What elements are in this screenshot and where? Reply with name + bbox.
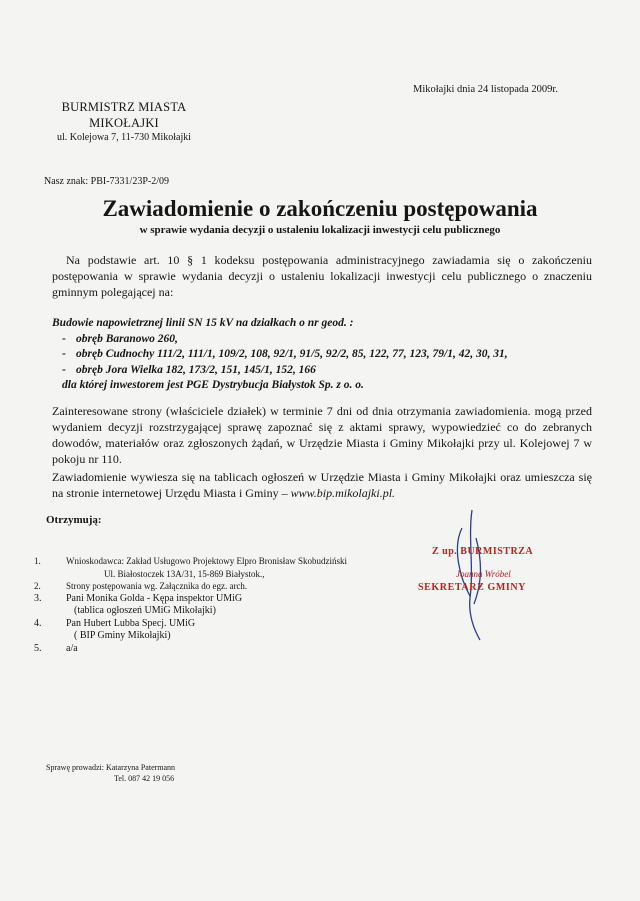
project-list xyxy=(52,316,612,394)
list-item xyxy=(52,332,612,348)
item-number: 4. xyxy=(34,617,42,629)
paragraph-1: Na podstawie art. 10 § 1 kodeksu postępowania administracyjnego zawiadamia się o zakończeniu postępowania w sprawie wydania decyzji o ustaleniu lokalizacji inwestycji celu publicznego o znaczeniu gminnym polegającej na: xyxy=(52,253,592,299)
list-item xyxy=(34,593,347,618)
item-number: 1. xyxy=(34,556,41,566)
website-link[interactable]: www.bip.mikolajki.pl. xyxy=(290,486,396,500)
item-text: Pan Hubert Lubba Specj. UMiG xyxy=(66,617,196,629)
sender-line-1: BURMISTRZ MIASTA xyxy=(61,100,187,114)
list-item xyxy=(34,555,347,580)
paragraph-3 xyxy=(52,469,592,501)
dash-bullet: - xyxy=(62,348,66,360)
list-item-text: obręb Baranowo 260, xyxy=(76,332,178,345)
list-item xyxy=(34,580,347,593)
recipients-heading: Otrzymują: xyxy=(46,514,102,526)
paragraph-2: Zainteresowane strony (właściciele działek) w terminie 7 dni od dnia otrzymania zawiadomienia. mogą przed wydaniem decyzji rozstrzygającej sprawę zapoznać się z aktami sprawy, wypowiedzieć co do zebranych dowodów, materiałów oraz zgłoszonych żądań, w Urzędzie Miasta i Gminy Mikołajki przy ul. Kolejowej 7 w pokoju nr 110. xyxy=(52,404,592,466)
item-number: 5. xyxy=(34,642,42,654)
item-text: Pani Monika Golda - Kępa inspektor UMiG xyxy=(66,592,243,604)
document-title: Zawiadomienie o zakończeniu postępowania xyxy=(102,196,538,221)
sender-block xyxy=(44,99,204,145)
item-text: a/a xyxy=(66,642,78,654)
list-item-text: obręb Cudnochy 111/2, 111/1, 109/2, 108, 92/1, 91/5, 92/2, 85, 122, 77, 123, 79/1, 42, 30, 31, xyxy=(76,348,508,360)
item-number: 3. xyxy=(34,592,42,604)
dash-bullet: - xyxy=(62,332,66,345)
stamp-name: Joanna Wróbel xyxy=(456,569,511,579)
recipients-list xyxy=(34,555,347,655)
dash-bullet: - xyxy=(62,363,66,376)
paragraph-3-text: Zawiadomienie wywiesza się na tablicach ogłoszeń w Urzędzie Miasta i Gminy Mikołajki oraz umieszcza się na stronie internetowej Urzędu Miasta i Gminy – xyxy=(52,470,592,500)
project-line: Budowie napowietrznej linii SN 15 kV na działkach o nr geod. : xyxy=(52,317,354,329)
item-subtext: ( BIP Gminy Mikołajki) xyxy=(74,630,171,641)
official-stamp xyxy=(418,538,548,608)
handled-by: Sprawę prowadzi: Katarzyna Patermann xyxy=(46,763,176,772)
stamp-line-1: Z up. BURMISTRZA xyxy=(432,546,534,557)
footer-block xyxy=(46,762,175,784)
sender-address: ul. Kolejowa 7, 11-730 Mikołajki xyxy=(56,132,192,143)
item-subtext: (tablica ogłoszeń UMiG Mikołajki) xyxy=(74,605,216,616)
list-item xyxy=(34,643,347,656)
stamp-line-2: SEKRETARZ GMINY xyxy=(418,582,526,593)
item-number: 2. xyxy=(34,581,41,591)
item-text: Strony postępowania wg. Załącznika do egz. arch. xyxy=(66,581,248,591)
list-item xyxy=(52,347,612,363)
reference-number: Nasz znak: PBI-7331/23P-2/09 xyxy=(44,176,169,187)
list-item-text: obręb Jora Wielka 182, 173/2, 151, 145/1, 152, 166 xyxy=(76,363,316,376)
list-item xyxy=(34,618,347,643)
phone-number: Tel. 087 42 19 056 xyxy=(114,774,175,783)
item-subtext: Ul. Białostoczek 13A/31, 15-869 Białystok., xyxy=(104,568,265,579)
sender-line-2: MIKOŁAJKI xyxy=(89,116,159,130)
item-text: Wnioskodawca: Zakład Usługowo Projektowy Elpro Bronisław Skobudziński xyxy=(66,556,347,566)
investor-line: dla której inwestorem jest PGE Dystrybucja Białystok Sp. z o. o. xyxy=(62,379,364,391)
date-line: Mikołajki dnia 24 listopada 2009r. xyxy=(413,84,558,95)
document-subtitle: w sprawie wydania decyzji o ustaleniu lokalizacji inwestycji celu publicznego xyxy=(139,224,501,236)
list-item xyxy=(52,363,612,379)
